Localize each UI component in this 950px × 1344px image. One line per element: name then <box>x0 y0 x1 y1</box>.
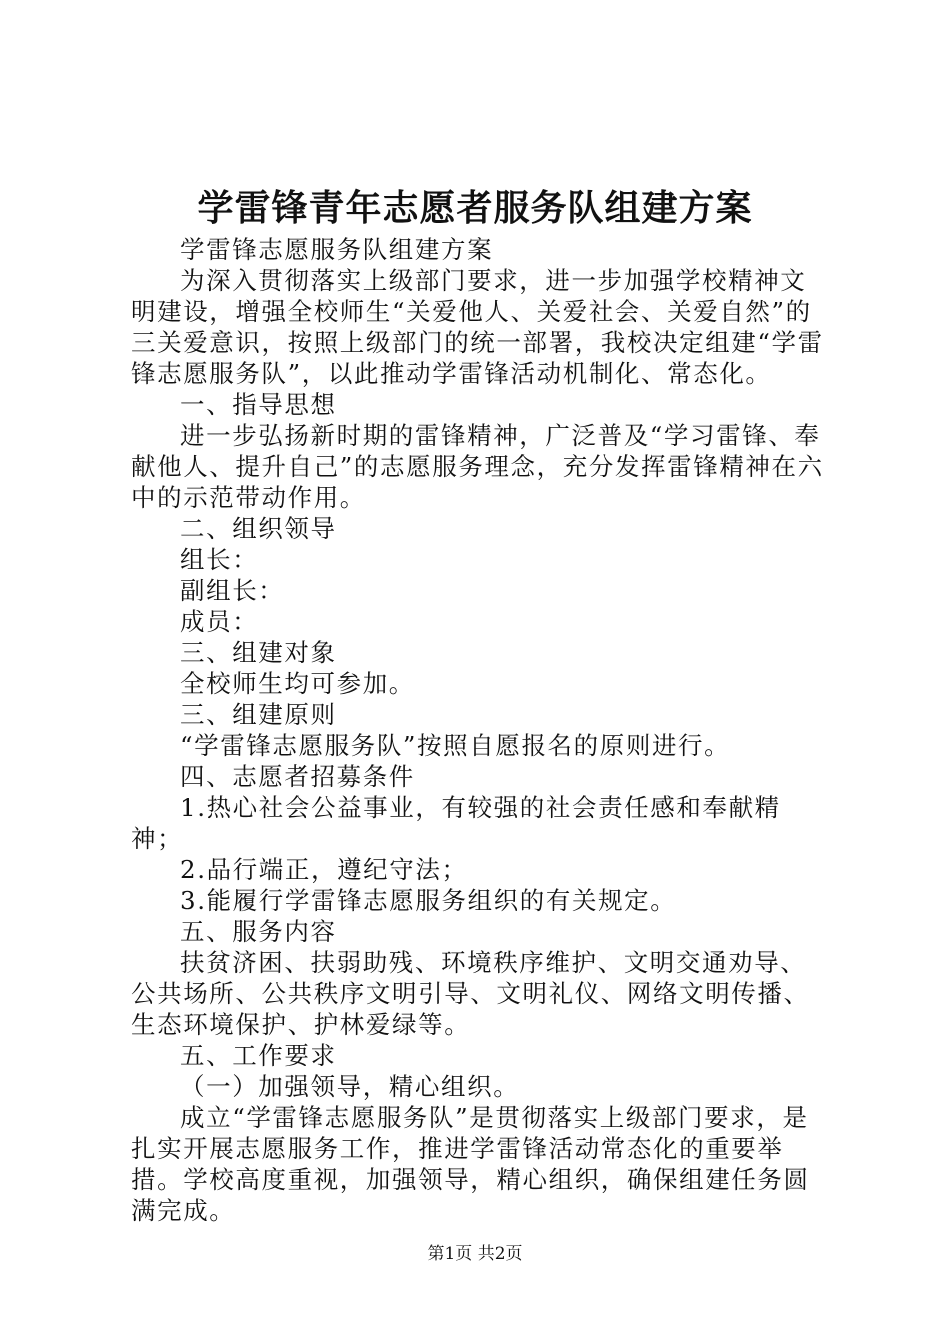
paragraph-target: 全校师生均可参加。 <box>180 669 415 698</box>
heading-guiding-ideology: 一、指导思想 <box>180 390 337 419</box>
list-item-recruitment-3: 3.能履行学雷锋志愿服务组织的有关规定。 <box>180 886 677 915</box>
paragraph-principle: “学雷锋志愿服务队”按照自愿报名的原则进行。 <box>180 731 731 760</box>
document-title: 学雷锋青年志愿者服务队组建方案 <box>197 187 753 229</box>
heading-organization: 二、组织领导 <box>180 514 337 543</box>
page-footer: 第1页 共2页 <box>427 1244 523 1264</box>
heading-target: 三、组建对象 <box>180 638 337 667</box>
heading-recruitment: 四、志愿者招募条件 <box>180 762 415 791</box>
line-team-leader: 组长： <box>180 545 259 574</box>
paragraph-service-content: 扶贫济困、扶弱助残、环境秩序维护、文明交通劝导、公共场所、公共秩序文明引导、文明礼仪、网络文明传播、生态环境保护、护林爱绿等。 <box>131 948 810 1039</box>
heading-principle: 三、组建原则 <box>180 700 337 729</box>
heading-service-content: 五、服务内容 <box>180 917 337 946</box>
paragraph-subtitle: 学雷锋志愿服务队组建方案 <box>180 235 494 264</box>
paragraph-intro: 为深入贯彻落实上级部门要求，进一步加强学校精神文明建设，增强全校师生“关爱他人、关爱社会、关爱自然”的三关爱意识，按照上级部门的统一部署，我校决定组建“学雷锋志愿服务队”，以此推动学雷锋活动机制化、常态化。 <box>131 266 824 388</box>
heading-work-requirements: 五、工作要求 <box>180 1041 337 1070</box>
line-members: 成员： <box>180 607 259 636</box>
line-deputy-leader: 副组长： <box>180 576 285 605</box>
list-item-recruitment-1: 1.热心社会公益事业，有较强的社会责任感和奉献精神； <box>131 793 781 853</box>
paragraph-guiding-ideology: 进一步弘扬新时期的雷锋精神，广泛普及“学习雷锋、奉献他人、提升自己”的志愿服务理念，充分发挥雷锋精神在六中的示范带动作用。 <box>131 421 824 512</box>
document-body <box>131 234 831 1226</box>
subheading-leadership: （一）加强领导，精心组织。 <box>180 1072 520 1101</box>
paragraph-leadership: 成立“学雷锋志愿服务队”是贯彻落实上级部门要求，是扎实开展志愿服务工作，推进学雷锋活动常态化的重要举措。学校高度重视，加强领导，精心组织，确保组建任务圆满完成。 <box>131 1103 810 1225</box>
list-item-recruitment-2: 2.品行端正，遵纪守法； <box>180 855 468 884</box>
